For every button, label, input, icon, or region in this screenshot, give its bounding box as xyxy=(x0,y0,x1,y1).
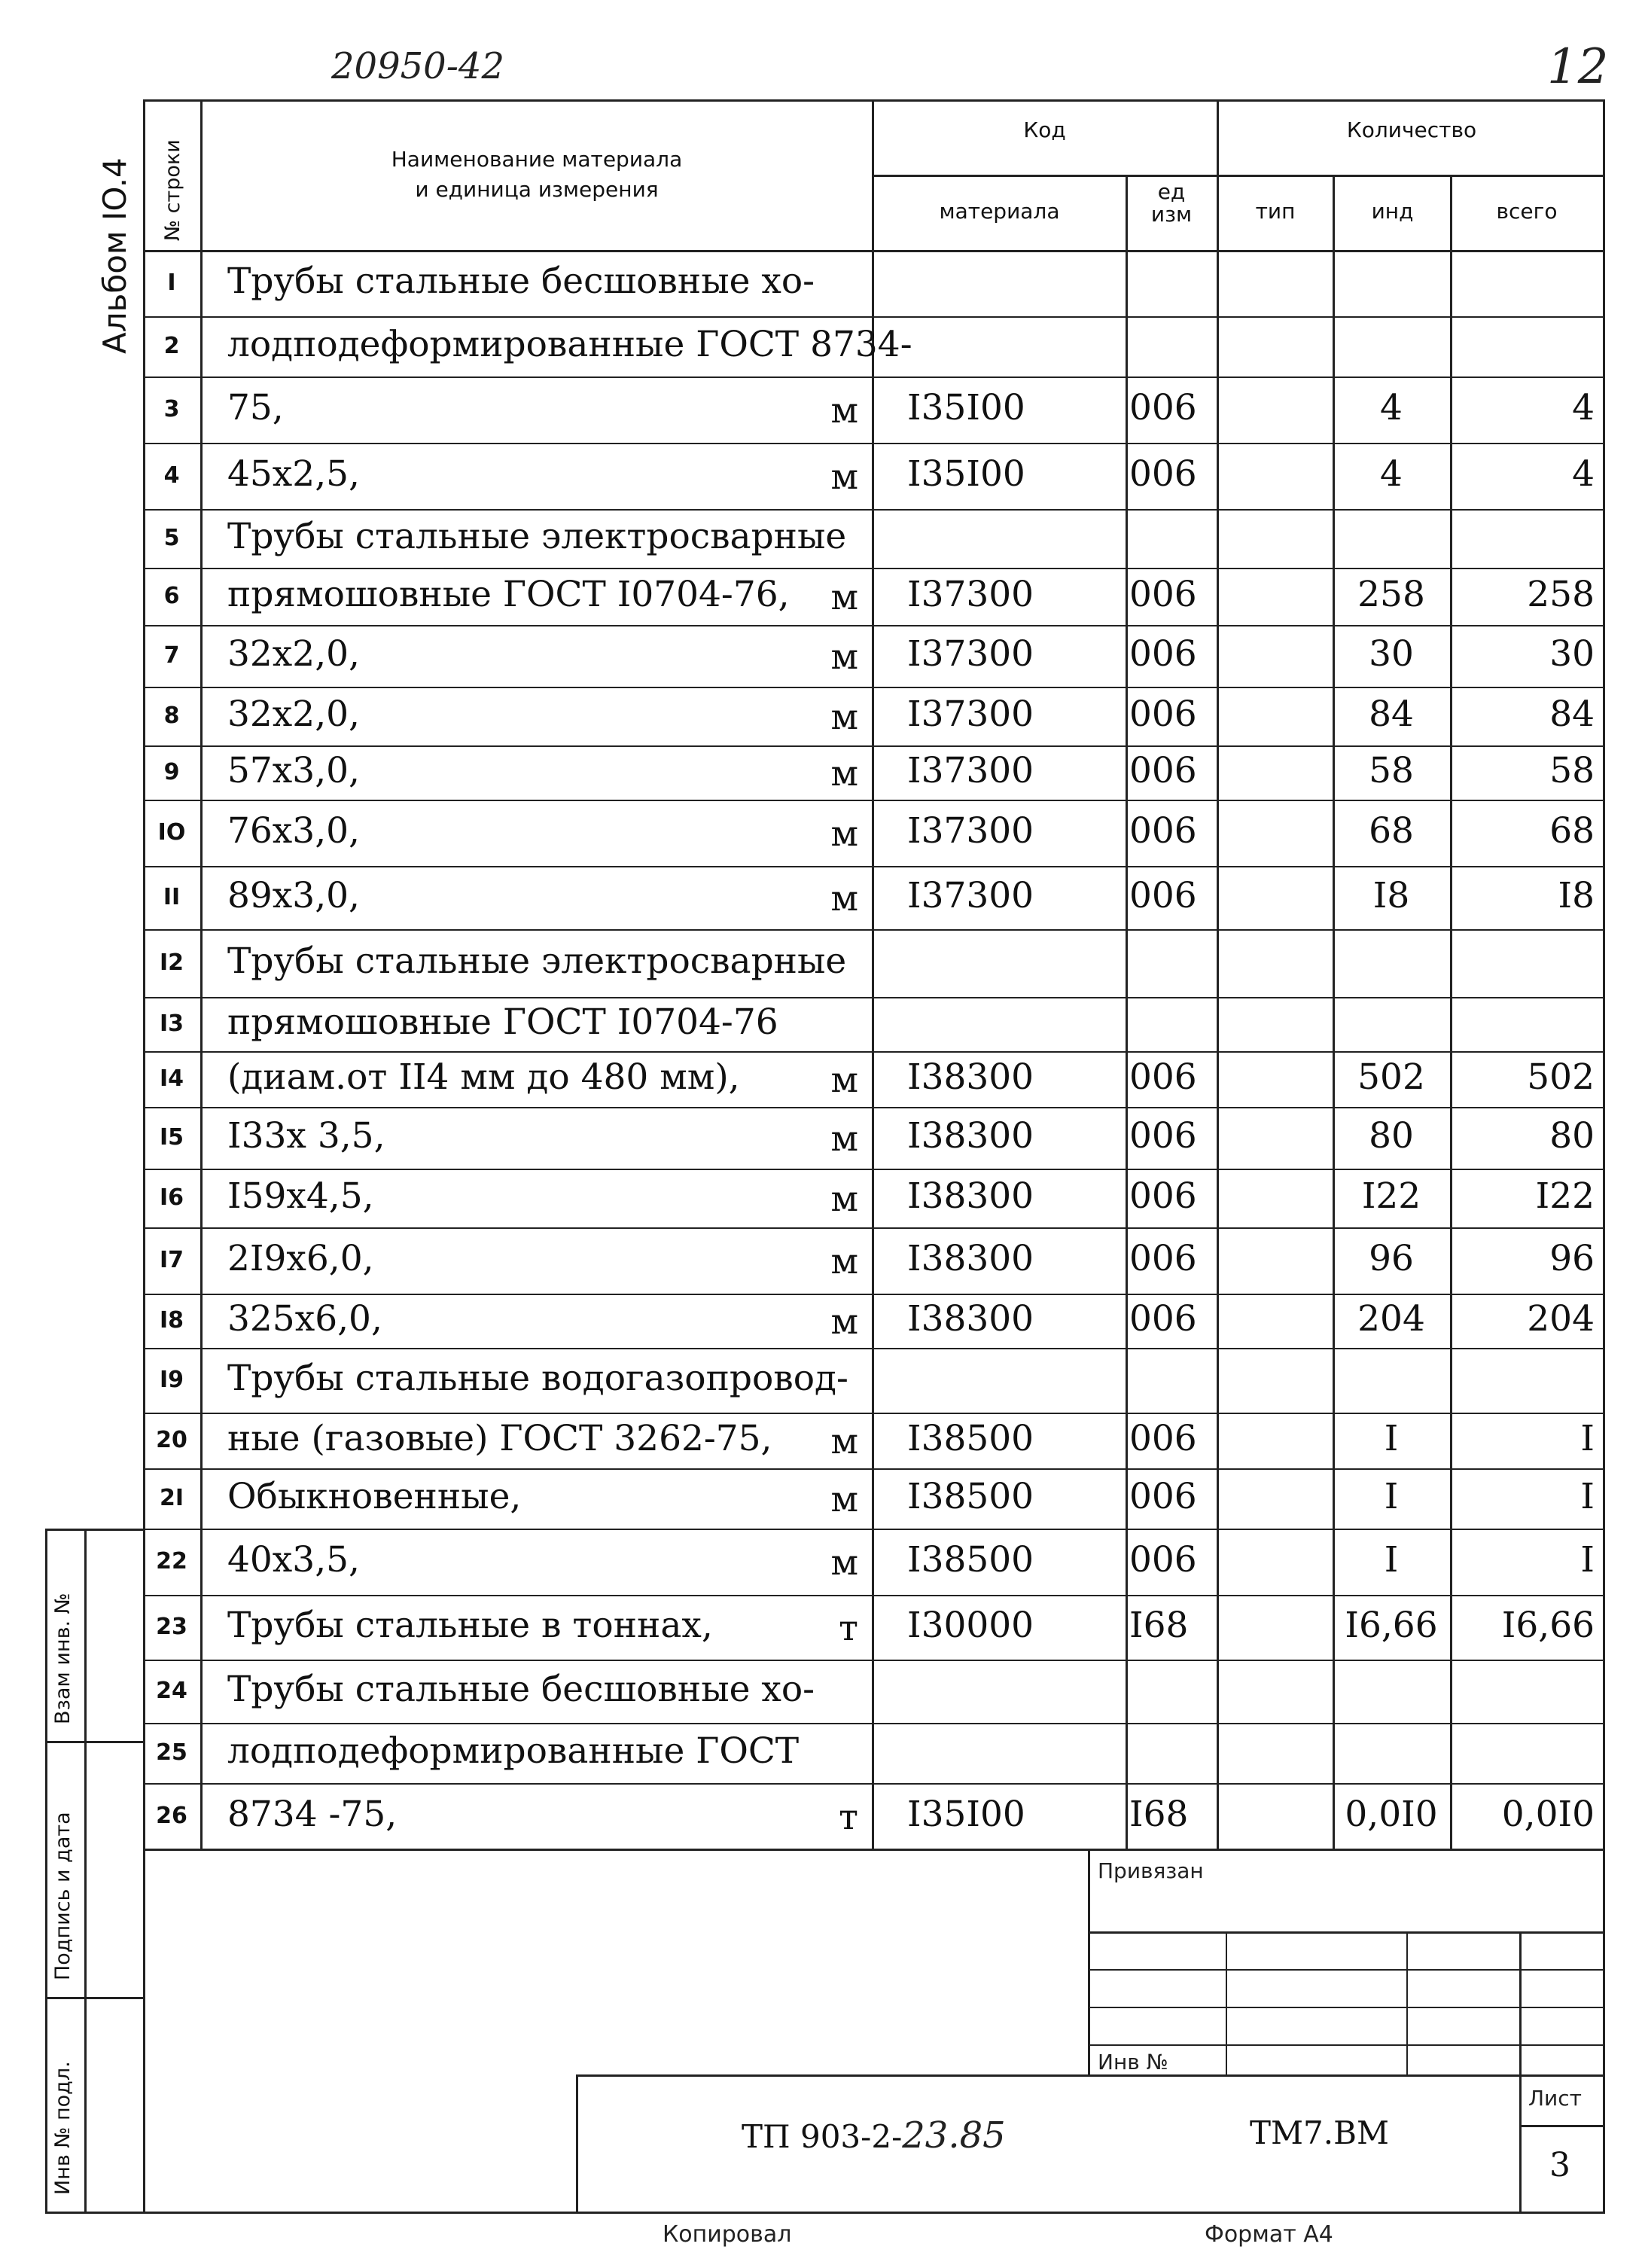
unit-of-measure: м xyxy=(830,1118,858,1160)
material-code: I37300 xyxy=(907,694,1034,735)
row-number: 25 xyxy=(156,1739,187,1766)
material-code: I38500 xyxy=(907,1539,1034,1581)
material-name: прямошовные ГОСТ I0704-76, xyxy=(227,574,790,615)
row-number: 22 xyxy=(156,1548,187,1574)
material-name: Трубы стальные водогазопровод- xyxy=(227,1358,848,1399)
header-qty-ind: инд xyxy=(1371,199,1414,224)
row-number: II xyxy=(163,884,181,910)
material-name: Трубы стальные электросварные xyxy=(227,940,847,982)
copied-label: Копировал xyxy=(663,2221,792,2248)
unit-code: 006 xyxy=(1129,633,1197,675)
material-code: I38500 xyxy=(907,1476,1034,1517)
material-code: I38300 xyxy=(907,1298,1034,1340)
unit-of-measure: м xyxy=(830,813,858,855)
material-name: 76х3,0, xyxy=(227,810,360,852)
inv-no-label: Инв № xyxy=(1098,2050,1168,2074)
unit-of-measure: м xyxy=(830,878,858,919)
unit-of-measure: м xyxy=(830,753,858,794)
header-code-material: материала xyxy=(939,199,1060,224)
row-number: 8 xyxy=(163,703,180,729)
qty-total: 4 xyxy=(1572,453,1595,495)
material-code: I37300 xyxy=(907,633,1034,675)
qty-total: I xyxy=(1580,1539,1595,1581)
unit-of-measure: м xyxy=(830,697,858,738)
unit-of-measure: м xyxy=(830,1421,858,1462)
row-number: 3 xyxy=(163,396,180,422)
unit-of-measure: м xyxy=(830,636,858,678)
qty-ind: I6,66 xyxy=(1345,1605,1438,1646)
material-name: 325х6,0, xyxy=(227,1298,382,1340)
material-name: Трубы стальные в тоннах, xyxy=(227,1605,713,1646)
material-name: 45х2,5, xyxy=(227,453,360,495)
row-number: I xyxy=(167,270,176,296)
material-code: I35I00 xyxy=(907,1794,1025,1835)
privyazan-label: Привязан xyxy=(1098,1858,1204,1883)
document-number-handwritten: 20950-42 xyxy=(331,45,504,87)
header-code-unit: ед изм xyxy=(1150,179,1193,227)
header-qty-type: тип xyxy=(1255,199,1296,224)
qty-ind: I8 xyxy=(1372,875,1410,916)
material-name: Трубы стальные бесшовные хо- xyxy=(227,1669,815,1710)
material-name: прямошовные ГОСТ I0704-76 xyxy=(227,1001,778,1043)
row-number: 2I xyxy=(159,1485,184,1511)
row-number: I7 xyxy=(159,1247,184,1273)
unit-code: 006 xyxy=(1129,694,1197,735)
row-number: 24 xyxy=(156,1678,187,1704)
format-label: Формат А4 xyxy=(1205,2221,1333,2248)
material-name: Трубы стальные бесшовные хо- xyxy=(227,261,815,302)
qty-ind: 502 xyxy=(1357,1056,1425,1098)
unit-code: 006 xyxy=(1129,387,1197,428)
unit-of-measure: м xyxy=(830,390,858,431)
row-number: I2 xyxy=(159,950,184,976)
row-number: I6 xyxy=(159,1184,184,1211)
material-code: I38300 xyxy=(907,1056,1034,1098)
qty-ind: 0,0I0 xyxy=(1345,1794,1438,1835)
doc-code-handwritten: 23.85 xyxy=(902,2114,1006,2157)
material-code: I38300 xyxy=(907,1238,1034,1279)
row-number: 9 xyxy=(163,759,180,785)
qty-total: 4 xyxy=(1572,387,1595,428)
title-block-mark: ТМ7.ВМ xyxy=(1250,2114,1389,2151)
side-stamp-podpis: Подпись и дата xyxy=(51,1812,75,1980)
unit-code: 006 xyxy=(1129,1056,1197,1098)
unit-code: 006 xyxy=(1129,875,1197,916)
qty-total: I xyxy=(1580,1418,1595,1459)
qty-total: I6,66 xyxy=(1501,1605,1595,1646)
row-number: I9 xyxy=(159,1367,184,1393)
material-code: I38300 xyxy=(907,1175,1034,1217)
qty-ind: 84 xyxy=(1369,694,1414,735)
unit-of-measure: м xyxy=(830,1059,858,1101)
unit-code: 006 xyxy=(1129,453,1197,495)
material-code: I37300 xyxy=(907,750,1034,791)
row-number: I8 xyxy=(159,1307,184,1334)
side-stamp-inv-podl: Инв № подл. xyxy=(51,2061,75,2195)
material-code: I37300 xyxy=(907,810,1034,852)
material-name: (диам.от II4 мм до 480 мм), xyxy=(227,1056,740,1098)
material-code: I35I00 xyxy=(907,453,1025,495)
side-stamp-vzam: Взам инв. № xyxy=(51,1593,75,1724)
unit-code: 006 xyxy=(1129,1115,1197,1157)
header-material-name: Наименование материала и единица измерения xyxy=(391,147,683,202)
unit-of-measure: м xyxy=(830,1178,858,1220)
qty-total: 0,0I0 xyxy=(1501,1794,1595,1835)
unit-of-measure: т xyxy=(838,1608,858,1649)
unit-code: 006 xyxy=(1129,1175,1197,1217)
unit-of-measure: м xyxy=(830,1542,858,1584)
qty-ind: I22 xyxy=(1361,1175,1421,1217)
unit-code: I68 xyxy=(1129,1794,1189,1835)
header-quantity: Количество xyxy=(1346,117,1477,142)
material-name: 75, xyxy=(227,387,284,428)
unit-code: I68 xyxy=(1129,1605,1189,1646)
list-value: 3 xyxy=(1549,2146,1570,2184)
material-name: I33х 3,5, xyxy=(227,1115,385,1157)
row-number: 20 xyxy=(156,1427,187,1453)
material-name: 32х2,0, xyxy=(227,633,360,675)
unit-code: 006 xyxy=(1129,574,1197,615)
qty-ind: 258 xyxy=(1357,574,1425,615)
unit-of-measure: м xyxy=(830,577,858,618)
unit-code: 006 xyxy=(1129,1476,1197,1517)
qty-ind: I xyxy=(1384,1539,1399,1581)
unit-of-measure: т xyxy=(838,1797,858,1838)
list-label: Лист xyxy=(1528,2086,1582,2111)
material-name: 57х3,0, xyxy=(227,750,360,791)
material-code: I38300 xyxy=(907,1115,1034,1157)
sheet-number-handwritten: 12 xyxy=(1547,39,1609,95)
material-code: I30000 xyxy=(907,1605,1034,1646)
unit-code: 006 xyxy=(1129,810,1197,852)
header-qty-total: всего xyxy=(1496,199,1558,224)
qty-ind: I xyxy=(1384,1476,1399,1517)
material-name: 40х3,5, xyxy=(227,1539,360,1581)
material-code: I38500 xyxy=(907,1418,1034,1459)
material-name: I59х4,5, xyxy=(227,1175,374,1217)
title-block-doc-code xyxy=(742,2114,1006,2157)
row-number: 5 xyxy=(163,525,180,551)
unit-code: 006 xyxy=(1129,1298,1197,1340)
unit-code: 006 xyxy=(1129,750,1197,791)
qty-total: 58 xyxy=(1549,750,1595,791)
row-number: I4 xyxy=(159,1065,184,1092)
unit-of-measure: м xyxy=(830,456,858,498)
qty-total: 80 xyxy=(1549,1115,1595,1157)
qty-total: 68 xyxy=(1549,810,1595,852)
qty-total: 258 xyxy=(1527,574,1595,615)
qty-ind: 204 xyxy=(1357,1298,1425,1340)
material-name: ные (газовые) ГОСТ 3262-75, xyxy=(227,1418,772,1459)
row-number: 2 xyxy=(163,333,180,359)
material-name: лодподеформированные ГОСТ xyxy=(227,1730,800,1772)
qty-ind: 80 xyxy=(1369,1115,1414,1157)
row-number: I5 xyxy=(159,1124,184,1151)
material-name: Трубы стальные электросварные xyxy=(227,516,847,557)
qty-ind: 4 xyxy=(1380,453,1403,495)
doc-code-typed: ТП 903-2- xyxy=(742,2118,903,2155)
row-number: 23 xyxy=(156,1614,187,1640)
qty-ind: 68 xyxy=(1369,810,1414,852)
material-name: 89х3,0, xyxy=(227,875,360,916)
unit-of-measure: м xyxy=(830,1479,858,1520)
qty-total: 96 xyxy=(1549,1238,1595,1279)
qty-total: I xyxy=(1580,1476,1595,1517)
album-label: Альбом IO.4 xyxy=(96,157,133,354)
row-number: 26 xyxy=(156,1803,187,1829)
qty-total: 502 xyxy=(1527,1056,1595,1098)
qty-total: I22 xyxy=(1535,1175,1595,1217)
unit-code: 006 xyxy=(1129,1539,1197,1581)
qty-total: I8 xyxy=(1558,875,1595,916)
row-number: 4 xyxy=(163,462,180,489)
unit-code: 006 xyxy=(1129,1238,1197,1279)
header-row-number: № строки xyxy=(161,139,184,241)
qty-ind: 96 xyxy=(1369,1238,1414,1279)
header-code: Код xyxy=(1023,117,1066,142)
material-code: I37300 xyxy=(907,574,1034,615)
unit-code: 006 xyxy=(1129,1418,1197,1459)
qty-ind: 58 xyxy=(1369,750,1414,791)
qty-ind: I xyxy=(1384,1418,1399,1459)
material-name: лодподеформированные ГОСТ 8734- xyxy=(227,324,912,365)
material-code: I35I00 xyxy=(907,387,1025,428)
qty-ind: 4 xyxy=(1380,387,1403,428)
qty-ind: 30 xyxy=(1369,633,1414,675)
row-number: 7 xyxy=(163,642,180,669)
material-code: I37300 xyxy=(907,875,1034,916)
material-name: 2I9х6,0, xyxy=(227,1238,374,1279)
qty-total: 204 xyxy=(1527,1298,1595,1340)
qty-total: 84 xyxy=(1549,694,1595,735)
material-name: Обыкновенные, xyxy=(227,1476,522,1517)
material-name: 32х2,0, xyxy=(227,694,360,735)
unit-of-measure: м xyxy=(830,1241,858,1282)
qty-total: 30 xyxy=(1549,633,1595,675)
row-number: I3 xyxy=(159,1011,184,1037)
row-number: IO xyxy=(157,819,186,846)
unit-of-measure: м xyxy=(830,1301,858,1343)
row-number: 6 xyxy=(163,583,180,609)
material-name: 8734 -75, xyxy=(227,1794,398,1835)
